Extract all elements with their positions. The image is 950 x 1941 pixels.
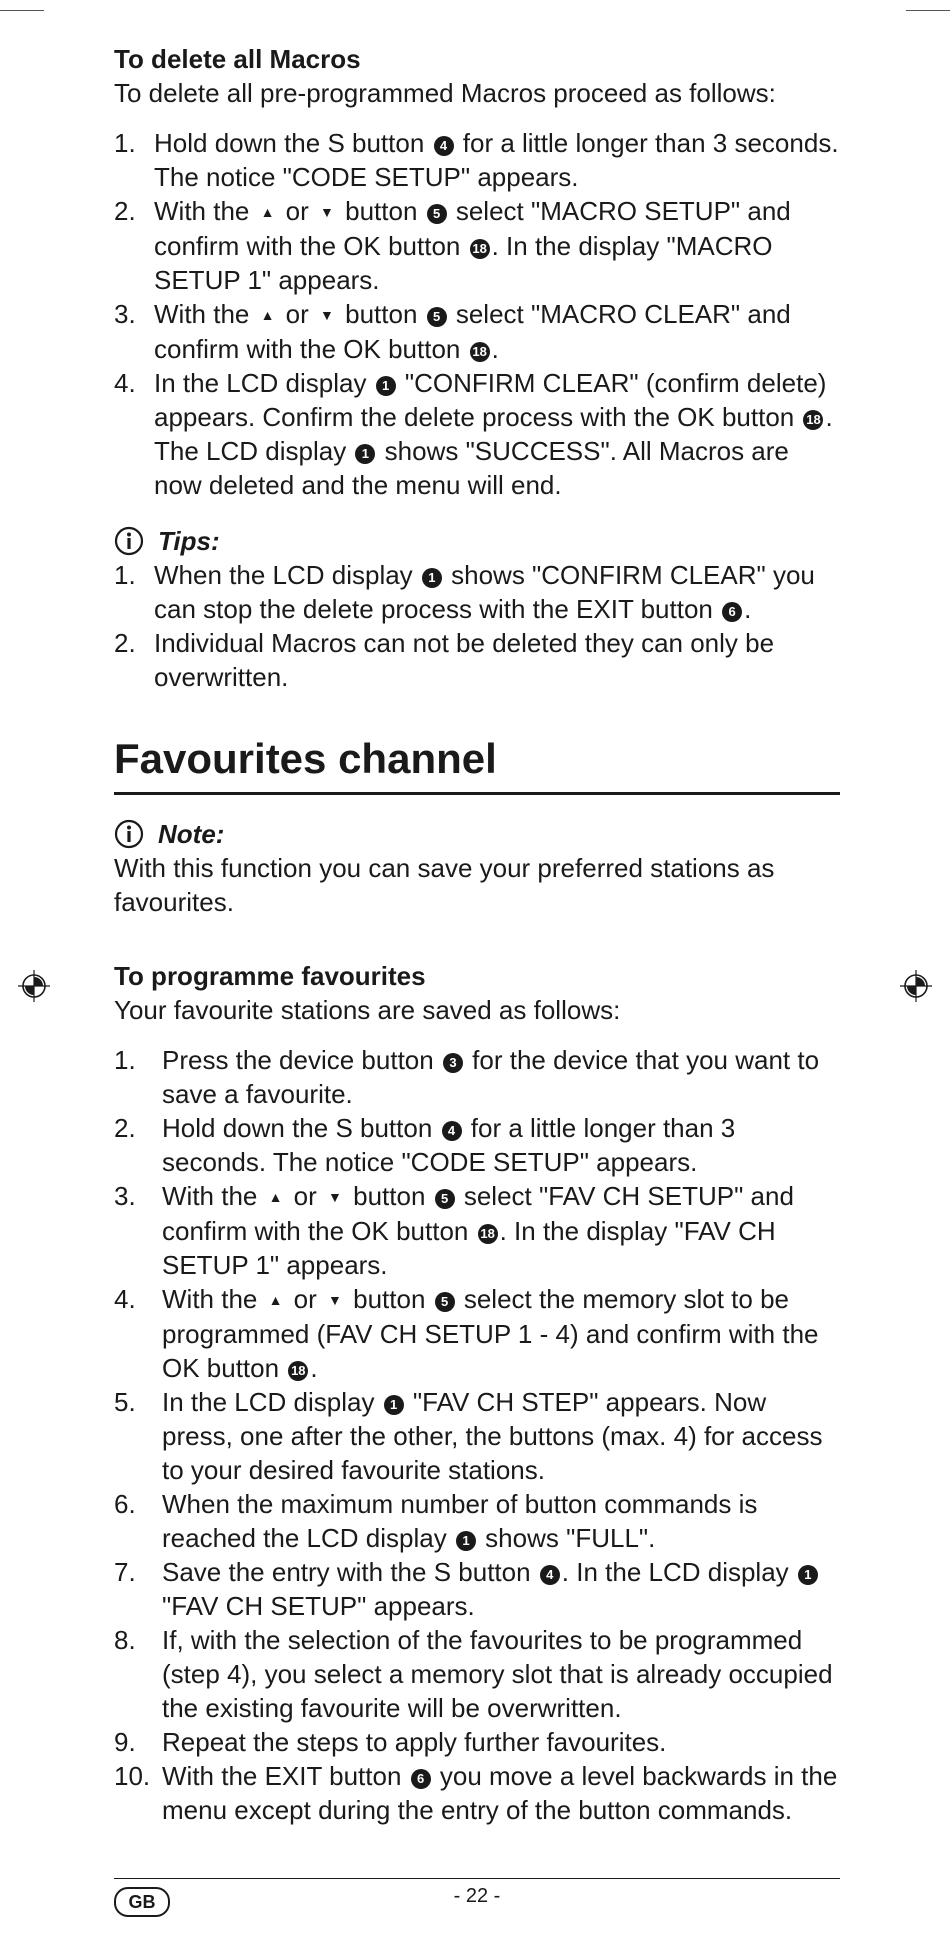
button-number-icon: 5 [435, 1292, 455, 1312]
list-text: When the LCD display [154, 560, 420, 590]
list-item [114, 1179, 840, 1282]
list-text: With the [162, 1181, 265, 1211]
list-text: select "MACRO CLEAR" and confirm with the OK button [154, 299, 791, 364]
list-text: for a little longer than 3 seconds. The notice "CODE SETUP" appears. [154, 128, 839, 192]
list-text: for the device that you want to save a favourite. [162, 1045, 820, 1109]
list-item [114, 1385, 840, 1487]
list-item [114, 1282, 840, 1385]
list-text: or [278, 196, 317, 226]
list-text: "FAV CH SETUP" appears. [162, 1591, 475, 1621]
button-number-icon: 1 [422, 568, 442, 588]
list-number: 1. [114, 1045, 136, 1075]
list-item [114, 194, 840, 297]
button-number-icon: 5 [435, 1189, 455, 1209]
list-text: button [337, 299, 425, 329]
list-item [114, 126, 840, 194]
list-text: . The LCD display [154, 402, 833, 466]
section-heading-programme-favourites: To programme favourites [114, 961, 426, 991]
list-text: When the maximum number of button commands is reached the LCD display [162, 1489, 758, 1553]
delete-macros-intro: To delete all pre-programmed Macros proceed as follows: [114, 78, 776, 108]
list-text: "CONFIRM CLEAR" (confirm delete) appears. Confirm the delete process with the OK button [154, 368, 827, 432]
button-number-icon: 1 [798, 1565, 818, 1585]
info-icon [114, 819, 144, 849]
tips-title: Tips: [158, 526, 220, 556]
note-text: With this function you can save your preferred stations as favourites. [114, 853, 775, 917]
list-text: . In the LCD display [561, 1557, 796, 1587]
crop-mark-top-left [0, 10, 44, 11]
list-item [114, 1725, 840, 1759]
list-text: shows "SUCCESS". All Macros are now deleted and the menu will end. [154, 436, 789, 500]
list-text: . [310, 1353, 318, 1383]
list-number: 4. [114, 1284, 136, 1314]
list-text: Save the entry with the S button [162, 1557, 538, 1587]
list-number: 2. [114, 628, 136, 658]
list-number: 4. [114, 368, 136, 398]
list-text: . [491, 334, 499, 364]
list-item [114, 1759, 840, 1827]
list-text: Individual Macros can not be deleted they can only be overwritten. [154, 628, 775, 692]
list-text: With the EXIT button [162, 1761, 409, 1791]
page-number: - 22 - [453, 1885, 501, 1907]
list-number: 3. [114, 299, 136, 329]
list-number: 7. [114, 1557, 136, 1587]
registration-mark-icon [18, 970, 50, 1002]
list-text: . [744, 594, 752, 624]
list-item [114, 1623, 840, 1725]
button-number-icon: 4 [434, 136, 454, 156]
button-number-icon: 18 [803, 410, 823, 430]
list-text: With the [154, 299, 257, 329]
button-number-icon: 4 [540, 1565, 560, 1585]
list-text: Hold down the S button [162, 1113, 440, 1143]
button-number-icon: 4 [442, 1121, 462, 1141]
list-text: for a little longer than 3 seconds. The notice "CODE SETUP" appears. [162, 1113, 736, 1177]
list-number: 10. [114, 1761, 151, 1791]
list-text: or [286, 1284, 325, 1314]
arrow-up-icon: ▲ [268, 1189, 283, 1205]
page-footer [114, 1878, 840, 1912]
list-number: 5. [114, 1387, 136, 1417]
button-number-icon: 1 [355, 444, 375, 464]
list-text: select "FAV CH SETUP" and confirm with the OK button [162, 1181, 794, 1246]
list-number: 2. [114, 1113, 136, 1143]
list-item [114, 297, 840, 366]
list-text: . In the display "FAV CH SETUP 1" appears. [162, 1216, 776, 1280]
button-number-icon: 6 [411, 1769, 431, 1789]
button-number-icon: 18 [478, 1224, 498, 1244]
list-item [114, 626, 840, 694]
list-text: you move a level backwards in the menu except during the entry of the button commands. [162, 1761, 838, 1825]
arrow-down-icon: ▼ [320, 307, 334, 323]
list-item [114, 1487, 840, 1555]
list-text: Repeat the steps to apply further favourites. [162, 1727, 667, 1757]
info-icon [114, 526, 144, 556]
button-number-icon: 18 [470, 239, 490, 259]
button-number-icon: 3 [443, 1053, 463, 1073]
list-item [114, 1111, 840, 1179]
arrow-up-icon: ▲ [268, 1292, 283, 1308]
list-item [114, 1043, 840, 1111]
arrow-down-icon: ▼ [320, 204, 334, 220]
page-content [114, 42, 840, 1827]
list-text: Hold down the S button [154, 128, 432, 158]
arrow-down-icon: ▼ [328, 1189, 342, 1205]
list-text: or [278, 299, 317, 329]
list-text: button [345, 1284, 433, 1314]
list-text: With the [154, 196, 257, 226]
list-text: select "MACRO SETUP" and confirm with the OK button [154, 196, 791, 261]
section-heading-delete-macros: To delete all Macros [114, 44, 361, 74]
programme-favourites-steps [114, 1043, 840, 1827]
list-text: shows "CONFIRM CLEAR" you can stop the delete process with the EXIT button [154, 560, 815, 624]
list-text: or [286, 1181, 325, 1211]
tips-heading [114, 524, 840, 558]
list-text: In the LCD display [154, 368, 374, 398]
button-number-icon: 18 [470, 342, 490, 362]
button-number-icon: 5 [427, 307, 447, 327]
list-text: button [345, 1181, 433, 1211]
page-title: Favourites channel [114, 734, 840, 795]
list-text: In the LCD display [162, 1387, 382, 1417]
button-number-icon: 1 [376, 376, 396, 396]
list-item [114, 1555, 840, 1623]
list-number: 3. [114, 1181, 136, 1211]
list-text: button [337, 196, 425, 226]
arrow-down-icon: ▼ [328, 1292, 342, 1308]
list-number: 1. [114, 128, 136, 158]
note-title: Note: [158, 819, 225, 849]
programme-favourites-intro: Your favourite stations are saved as follows: [114, 995, 621, 1025]
button-number-icon: 5 [427, 204, 447, 224]
list-number: 1. [114, 560, 136, 590]
list-text: Press the device button [162, 1045, 441, 1075]
button-number-icon: 6 [722, 602, 742, 622]
list-text: shows "FULL". [477, 1523, 656, 1553]
button-number-icon: 18 [288, 1361, 308, 1381]
list-text: . In the display "MACRO SETUP 1" appears. [154, 231, 773, 295]
delete-macros-steps [114, 126, 840, 502]
list-text: "FAV CH STEP" appears. Now press, one after the other, the buttons (max. 4) for access to your desired favourite stations. [162, 1387, 823, 1485]
list-number: 2. [114, 196, 136, 226]
list-text: With the [162, 1284, 265, 1314]
arrow-up-icon: ▲ [260, 307, 275, 323]
list-text: If, with the selection of the favourites to be programmed (step 4), you select a memory slot that is already occupied the existing favourite will be overwritten. [162, 1625, 833, 1723]
list-text: select the memory slot to be programmed (FAV CH SETUP 1 - 4) and confirm with the OK button [162, 1284, 819, 1383]
button-number-icon: 1 [456, 1531, 476, 1551]
list-item [114, 366, 840, 502]
list-number: 6. [114, 1489, 136, 1519]
note-heading [114, 817, 840, 851]
button-number-icon: 1 [384, 1395, 404, 1415]
list-item [114, 558, 840, 626]
crop-mark-top-right [906, 10, 950, 11]
language-badge: GB [114, 1887, 170, 1917]
list-number: 8. [114, 1625, 136, 1655]
tips-list [114, 558, 840, 694]
registration-mark-icon [900, 970, 932, 1002]
arrow-up-icon: ▲ [260, 204, 275, 220]
list-number: 9. [114, 1727, 136, 1757]
